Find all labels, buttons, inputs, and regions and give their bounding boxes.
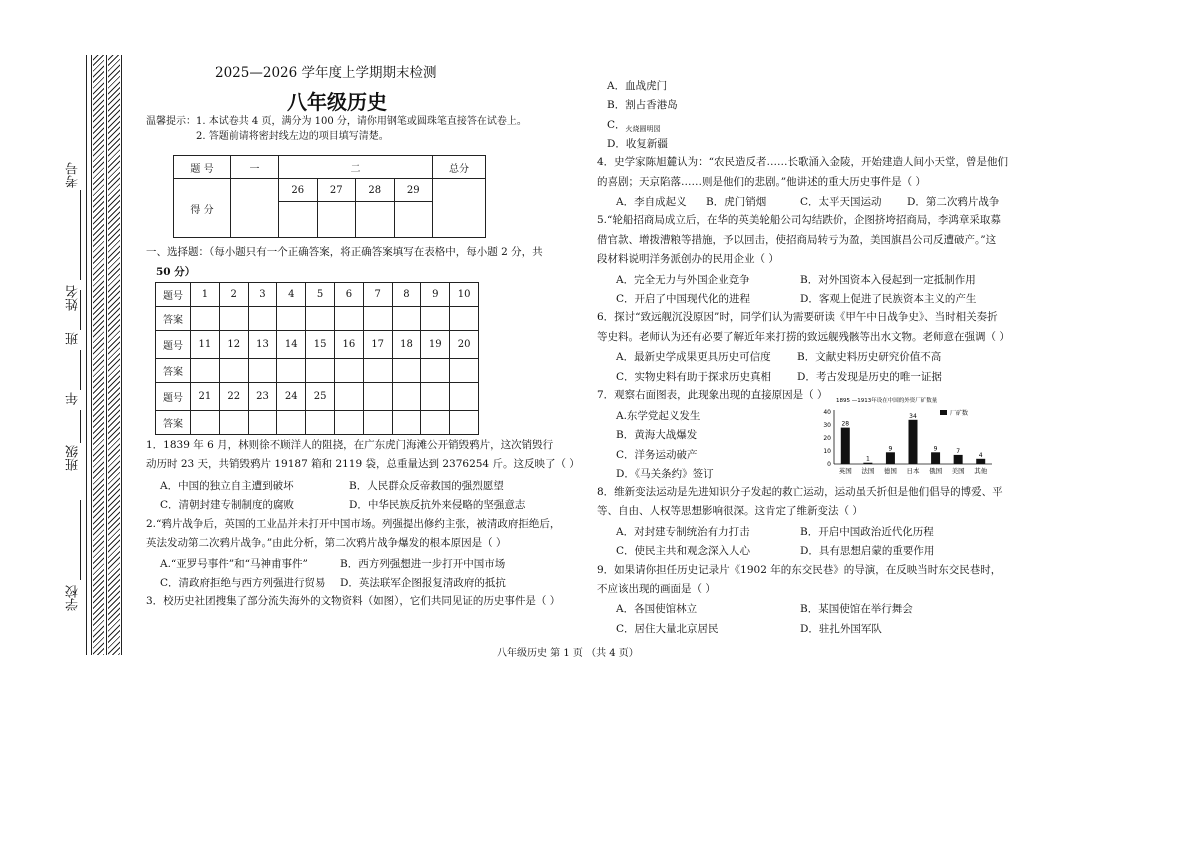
grid-empty [450, 411, 479, 435]
grid-answer-cell[interactable] [219, 307, 248, 331]
x-tick-label: 法国 [861, 467, 875, 475]
grid-q: 2 [219, 283, 248, 307]
grid-q: 25 [306, 383, 335, 411]
q5-text-1: 5.“轮船招商局成立后，在华的英美轮船公司勾结跌价，企图挤垮招商局，李鸿章采取募 [597, 214, 1001, 226]
grid-answer-cell[interactable] [248, 359, 277, 383]
score-h-score: 得 分 [174, 179, 231, 238]
grid-empty [363, 411, 392, 435]
bar-value-label: 9 [888, 445, 893, 453]
grid-qlabel: 题号 [156, 383, 191, 411]
score-h-one: 一 [231, 156, 279, 179]
q9-option-d: D．驻扎外国军队 [800, 623, 882, 635]
grid-alabel: 答案 [156, 359, 191, 383]
q5-option-b: B．对外国资本入侵起到一定抵制作用 [800, 274, 976, 286]
q2-text-1: 2.“鸦片战争后，英国的工业品并未打开中国市场。列强提出修约主张，被清政府拒绝后， [146, 518, 561, 530]
q9-option-a: A．各国使馆林立 [616, 603, 698, 615]
score-h-num: 题 号 [174, 156, 231, 179]
score-cell-one[interactable] [231, 179, 279, 238]
grid-answer-cell[interactable] [191, 359, 220, 383]
q9-text-1: 9．如果请你担任历史记录片《1902 年的东交民巷》的导演，在反映当时东交民巷时， [597, 564, 1002, 576]
score-q29: 29 [394, 179, 433, 202]
grid-empty [421, 383, 450, 411]
q2-option-b: B．西方列强想进一步打开中国市场 [340, 558, 506, 570]
q1-option-a: A．中国的独立自主遭到破坏 [160, 480, 294, 492]
grid-empty [363, 383, 392, 411]
q6-text-2: 等史料。老师认为还有必要了解近年来打捞的致远舰残骸等出水文物。老师意在强调（ ） [597, 331, 1010, 343]
score-cell-26[interactable] [279, 202, 318, 238]
q2-option-a: A.“亚罗号事件”和“马神甫事件” [160, 558, 308, 570]
q6-option-b: B．文献史料历史研究价值不高 [797, 351, 942, 363]
grid-q: 14 [277, 331, 306, 359]
grid-answer-cell[interactable] [219, 411, 248, 435]
grid-empty [450, 383, 479, 411]
grid-empty [334, 383, 363, 411]
q4-option-b: B．虎门销烟 [706, 196, 767, 208]
score-cell-28[interactable] [356, 202, 395, 238]
grid-q: 23 [248, 383, 277, 411]
grid-q: 15 [306, 331, 335, 359]
score-h-two: 二 [279, 156, 433, 179]
q8-option-d: D．具有思想启蒙的重要作用 [800, 545, 935, 557]
grid-answer-cell[interactable] [248, 411, 277, 435]
q7-text: 7．观察右面图表，此现象出现的直接原因是（ ） [597, 389, 828, 401]
y-tick-label: 0 [827, 461, 831, 468]
exam-title: 2025—2026 学年度上学期期末检测 [215, 65, 437, 81]
q9-option-b: B．某国使馆在举行舞会 [800, 603, 913, 615]
name-label: 姓名 [66, 285, 81, 311]
bar [931, 452, 940, 464]
grid-answer-cell[interactable] [191, 307, 220, 331]
q3-option-c-letter: C． [607, 119, 626, 131]
grid-answer-cell[interactable] [191, 411, 220, 435]
score-q27: 27 [317, 179, 356, 202]
grid-q: 3 [248, 283, 277, 307]
score-h-total: 总分 [433, 156, 486, 179]
grid-q: 8 [392, 283, 421, 307]
grid-answer-cell[interactable] [277, 411, 306, 435]
x-tick-label: 美国 [951, 467, 965, 475]
grid-empty [392, 383, 421, 411]
x-tick-label: 德国 [883, 467, 897, 475]
grid-q: 4 [277, 283, 306, 307]
grid-q: 11 [191, 331, 220, 359]
grid-q: 19 [421, 331, 450, 359]
bar [954, 455, 963, 464]
q2-text-2: 英法发动第二次鸦片战争。”由此分析，第二次鸦片战争爆发的根本原因是（ ） [146, 537, 507, 549]
x-tick-label: 其他 [974, 467, 988, 475]
q1-option-c: C．清朝封建专制制度的腐败 [160, 499, 295, 511]
q1-text-1: 1．1839 年 6 月，林则徐不顾洋人的阻挠，在广东虎门海滩公开销毁鸦片，这次销毁行 [146, 439, 554, 451]
legend-label: 厂矿数 [950, 410, 969, 417]
grid-q: 9 [421, 283, 450, 307]
y-tick-label: 10 [823, 448, 831, 455]
q2-option-c: C．清政府拒绝与西方列强进行贸易 [160, 577, 326, 589]
grid-answer-cell[interactable] [334, 359, 363, 383]
q5-text-3: 段材料说明洋务派创办的民用企业（ ） [597, 253, 779, 265]
grid-qlabel: 题号 [156, 283, 191, 307]
grid-empty [392, 411, 421, 435]
q7-option-b: B．黄海大战爆发 [616, 429, 698, 441]
score-q28: 28 [356, 179, 395, 202]
q4-text-2: 的喜剧；天京陷落……则是他们的悲剧。”他讲述的重大历史事件是（ ） [597, 176, 926, 188]
grid-answer-cell[interactable] [334, 307, 363, 331]
bar [976, 459, 985, 464]
grid-answer-cell[interactable] [450, 359, 479, 383]
legend-swatch [940, 410, 947, 415]
grid-answer-cell[interactable] [392, 307, 421, 331]
grid-empty [334, 411, 363, 435]
bar-value-label: 28 [841, 420, 850, 428]
q3-option-b: B．割占香港岛 [607, 99, 678, 111]
grid-alabel: 答案 [156, 411, 191, 435]
grid-q: 17 [363, 331, 392, 359]
q4-text-1: 4．史学家陈旭麓认为：“农民造反者……长歌涌入金陵，开始建造人间小天堂，曾是他们 [597, 156, 1009, 168]
q4-option-a: A．李自成起义 [616, 196, 687, 208]
grid-answer-cell[interactable] [421, 307, 450, 331]
grid-q: 21 [191, 383, 220, 411]
grid-answer-cell[interactable] [277, 307, 306, 331]
ban-label: 班 [66, 332, 81, 345]
page-footer: 八年级历史 第 1 页 （共 4 页） [497, 648, 639, 659]
q8-text-2: 等、自由、人权等思想影响很深。这肯定了维新变法（ ） [597, 505, 863, 517]
exam-no-label: 考号 [66, 162, 81, 188]
score-q26: 26 [279, 179, 318, 202]
score-cell-29[interactable] [394, 202, 433, 238]
grid-q: 18 [392, 331, 421, 359]
bar-value-label: 34 [909, 412, 917, 420]
y-tick-label: 20 [823, 435, 831, 442]
q4-option-c: C．太平天国运动 [800, 196, 882, 208]
q9-text-2: 不应该出现的画面是（ ） [597, 583, 716, 595]
q6-option-c: C．实物史料有助于探求历史真相 [616, 371, 772, 383]
grid-answer-cell[interactable] [450, 307, 479, 331]
grid-qlabel: 题号 [156, 331, 191, 359]
grid-q: 22 [219, 383, 248, 411]
q3-option-d: D．收复新疆 [607, 138, 668, 150]
q6-text-1: 6．探讨“致远舰沉没原因”时，同学们认为需要研读《甲午中日战争史》、当时相关奏折 [597, 311, 998, 323]
bar [886, 452, 895, 464]
q7-option-c: C．洋务运动破产 [616, 449, 698, 461]
q8-option-a: A．对封建专制统治有力打击 [616, 526, 750, 538]
q4-option-d: D．第二次鸦片战争 [907, 196, 1000, 208]
chart-title: 1895 —1913年设在中国的外资厂矿数量 [836, 398, 938, 404]
score-table [173, 155, 486, 238]
grid-answer-cell[interactable] [363, 359, 392, 383]
q3-option-a: A．血战虎门 [607, 80, 668, 92]
q3-text: 3．校历史社团搜集了部分流失海外的文物资料（如图），它们共同见证的历史事件是（ ） [146, 595, 561, 607]
grid-q: 10 [450, 283, 479, 307]
answer-grid [155, 282, 479, 435]
q7-option-a: A.东学党起义发生 [616, 410, 701, 422]
q3-option-c-text: 火烧圆明园 [625, 125, 661, 133]
bar-value-label: 1 [865, 455, 870, 463]
score-cell-27[interactable] [317, 202, 356, 238]
q1-text-2: 动历时 23 天，共销毁鸦片 19187 箱和 2119 袋，总重量达到 2376254 斤。这反映了（ ） [146, 458, 580, 470]
grade-label: 年 [66, 392, 81, 405]
bar-value-label: 4 [978, 451, 983, 459]
grid-q: 20 [450, 331, 479, 359]
grid-q: 1 [191, 283, 220, 307]
q5-option-a: A．完全无力与外国企业竞争 [616, 274, 750, 286]
grid-empty [421, 411, 450, 435]
grid-q: 5 [306, 283, 335, 307]
x-tick-label: 英国 [838, 467, 852, 475]
grid-q: 6 [334, 283, 363, 307]
q1-option-b: B．人民群众反帝救国的强烈愿望 [349, 480, 504, 492]
grid-answer-cell[interactable] [219, 359, 248, 383]
tip-line-1: 温馨提示：1. 本试卷共 4 页，满分为 100 分，请你用钢笔或圆珠笔直接答在试卷上。 [146, 116, 527, 127]
q2-option-d: D．英法联军企图报复清政府的抵抗 [340, 577, 506, 589]
school-label: 学校 [66, 585, 81, 611]
q5-option-c: C．开启了中国现代化的进程 [616, 293, 751, 305]
x-tick-label: 日本 [906, 467, 920, 475]
q6-option-d: D．考古发现是历史的唯一证据 [797, 371, 942, 383]
grid-answer-cell[interactable] [306, 411, 335, 435]
bar [863, 463, 872, 464]
q1-option-d: D．中华民族反抗外来侵略的坚强意志 [349, 499, 526, 511]
x-tick-label: 俄国 [929, 467, 943, 475]
tip-line-2: 2. 答题前请将密封线左边的项目填写清楚。 [196, 131, 389, 142]
section1-line2: 50 分） [156, 266, 196, 278]
q3-option-c [607, 117, 661, 132]
q5-text-2: 借官款、增拨漕粮等措施，予以回击，使招商局转亏为盈，美国旗昌公司反遭破产。”这 [597, 234, 997, 246]
grid-q: 24 [277, 383, 306, 411]
grid-answer-cell[interactable] [421, 359, 450, 383]
bar-value-label: 9 [933, 445, 938, 453]
q8-option-b: B．开启中国政治近代化历程 [800, 526, 934, 538]
q8-text-1: 8．维新变法运动是先进知识分子发起的救亡运动，运动虽夭折但是他们倡导的博爱、平 [597, 486, 1003, 498]
q5-option-d: D．客观上促进了民族资本主义的产生 [800, 293, 977, 305]
subject-title: 八年级历史 [287, 90, 387, 114]
class-label: 班级 [66, 445, 81, 471]
grid-answer-cell[interactable] [306, 359, 335, 383]
q8-option-c: C．使民主共和观念深入人心 [616, 545, 751, 557]
grid-answer-cell[interactable] [306, 307, 335, 331]
grid-answer-cell[interactable] [392, 359, 421, 383]
q9-option-c: C．居住大量北京居民 [616, 623, 719, 635]
section1-line1: 一、选择题：（每小题只有一个正确答案，将正确答案填写在表格中，每小题 2 分，共 [146, 246, 543, 258]
grid-q: 13 [248, 331, 277, 359]
bar-value-label: 7 [956, 447, 961, 455]
grid-alabel: 答案 [156, 307, 191, 331]
q6-option-a: A．最新史学成果更具历史可信度 [616, 351, 771, 363]
grid-answer-cell[interactable] [277, 359, 306, 383]
y-tick-label: 40 [823, 409, 831, 416]
grid-q: 16 [334, 331, 363, 359]
grid-q: 12 [219, 331, 248, 359]
q7-option-d: D．《马关条约》签订 [616, 468, 714, 480]
grid-answer-cell[interactable] [363, 307, 392, 331]
grid-q: 7 [363, 283, 392, 307]
factory-bar-chart [812, 394, 1002, 478]
bar [841, 428, 850, 464]
bar [909, 420, 918, 464]
score-cell-total[interactable] [433, 179, 486, 238]
grid-answer-cell[interactable] [248, 307, 277, 331]
y-tick-label: 30 [823, 422, 831, 429]
